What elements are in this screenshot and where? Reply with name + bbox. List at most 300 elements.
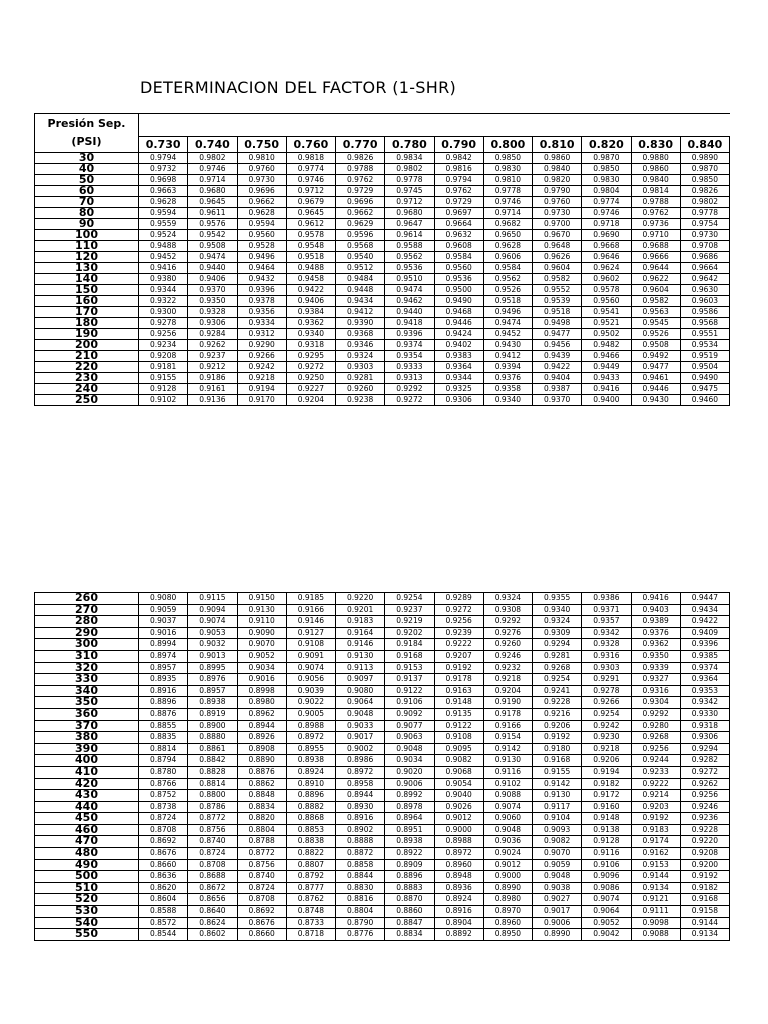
factor-value-cell: 0.9324: [483, 593, 532, 605]
factor-value-cell: 0.9383: [434, 351, 483, 362]
table-row: [35, 219, 730, 230]
factor-value-cell: 0.8876: [139, 708, 188, 720]
factor-value-cell: 0.9074: [582, 894, 631, 906]
factor-value-cell: 0.9334: [237, 318, 286, 329]
factor-value-cell: 0.8994: [139, 639, 188, 651]
factor-value-cell: 0.9670: [533, 230, 582, 241]
factor-value-cell: 0.9077: [385, 720, 434, 732]
factor-value-cell: 0.8868: [286, 813, 335, 825]
factor-value-cell: 0.9576: [188, 219, 237, 230]
pressure-cell: 250: [35, 395, 139, 406]
table-row: [35, 824, 730, 836]
factor-value-cell: 0.8834: [237, 801, 286, 813]
pressure-cell: 230: [35, 373, 139, 384]
factor-value-cell: 0.9890: [680, 153, 729, 164]
factor-value-cell: 0.9254: [385, 593, 434, 605]
factor-value-cell: 0.9306: [680, 732, 729, 744]
factor-value-cell: 0.9155: [533, 766, 582, 778]
factor-value-cell: 0.9788: [336, 164, 385, 175]
factor-value-cell: 0.9412: [336, 307, 385, 318]
factor-value-cell: 0.9272: [286, 362, 335, 373]
factor-value-cell: 0.9130: [336, 650, 385, 662]
factor-value-cell: 0.9168: [533, 755, 582, 767]
table-row: [35, 662, 730, 674]
factor-value-cell: 0.9164: [336, 627, 385, 639]
factor-value-cell: 0.8804: [336, 906, 385, 918]
factor-value-cell: 0.9316: [631, 685, 680, 697]
factor-value-cell: 0.9148: [434, 697, 483, 709]
factor-value-cell: 0.9048: [533, 871, 582, 883]
factor-value-cell: 0.9440: [188, 263, 237, 274]
factor-value-cell: 0.8708: [139, 824, 188, 836]
factor-value-cell: 0.9736: [631, 219, 680, 230]
factor-value-cell: 0.9430: [631, 395, 680, 406]
factor-value-cell: 0.9650: [483, 230, 532, 241]
factor-value-cell: 0.9830: [483, 164, 532, 175]
factor-value-cell: 0.9628: [139, 197, 188, 208]
factor-value-cell: 0.9477: [533, 329, 582, 340]
factor-value-cell: 0.9524: [139, 230, 188, 241]
factor-value-cell: 0.9202: [385, 627, 434, 639]
factor-value-cell: 0.9027: [533, 894, 582, 906]
factor-value-cell: 0.9746: [483, 197, 532, 208]
table-row: [35, 197, 730, 208]
factor-value-cell: 0.8904: [434, 917, 483, 929]
factor-value-cell: 0.9166: [483, 720, 532, 732]
factor-value-cell: 0.8883: [385, 882, 434, 894]
factor-value-cell: 0.9136: [188, 395, 237, 406]
table-row: [35, 685, 730, 697]
factor-value-cell: 0.9303: [336, 362, 385, 373]
factor-value-cell: 0.9074: [188, 616, 237, 628]
factor-value-cell: 0.9358: [483, 384, 532, 395]
factor-value-cell: 0.8788: [237, 836, 286, 848]
factor-value-cell: 0.9276: [483, 627, 532, 639]
table-row: [35, 708, 730, 720]
factor-value-cell: 0.9340: [483, 395, 532, 406]
factor-value-cell: 0.9424: [434, 329, 483, 340]
factor-value-cell: 0.9146: [336, 639, 385, 651]
factor-value-cell: 0.9464: [237, 263, 286, 274]
factor-value-cell: 0.9234: [139, 340, 188, 351]
factor-value-cell: 0.9082: [434, 755, 483, 767]
factor-value-cell: 0.9074: [286, 662, 335, 674]
factor-value-cell: 0.8792: [286, 871, 335, 883]
factor-value-cell: 0.9614: [385, 230, 434, 241]
factor-value-cell: 0.9539: [533, 296, 582, 307]
factor-value-cell: 0.9282: [680, 755, 729, 767]
factor-value-cell: 0.8756: [237, 859, 286, 871]
factor-value-cell: 0.9254: [582, 708, 631, 720]
factor-value-cell: 0.9612: [286, 219, 335, 230]
factor-value-cell: 0.9449: [582, 362, 631, 373]
factor-value-cell: 0.9268: [631, 732, 680, 744]
factor-value-cell: 0.9102: [483, 778, 532, 790]
factor-value-cell: 0.9355: [533, 593, 582, 605]
factor-value-cell: 0.9020: [385, 766, 434, 778]
factor-value-cell: 0.8828: [188, 766, 237, 778]
factor-value-cell: 0.9461: [631, 373, 680, 384]
factor-value-cell: 0.8604: [139, 894, 188, 906]
table-row: [35, 650, 730, 662]
factor-value-cell: 0.9596: [336, 230, 385, 241]
factor-value-cell: 0.8780: [139, 766, 188, 778]
factor-value-cell: 0.9432: [237, 274, 286, 285]
table-row: [35, 604, 730, 616]
factor-value-cell: 0.9508: [188, 241, 237, 252]
pressure-cell: 150: [35, 285, 139, 296]
factor-value-cell: 0.9645: [286, 208, 335, 219]
factor-value-cell: 0.9690: [582, 230, 631, 241]
factor-value-cell: 0.9233: [631, 766, 680, 778]
factor-value-cell: 0.9880: [631, 153, 680, 164]
factor-value-cell: 0.9153: [631, 859, 680, 871]
factor-value-cell: 0.9774: [286, 164, 335, 175]
factor-value-cell: 0.9182: [582, 778, 631, 790]
factor-value-cell: 0.9646: [582, 252, 631, 263]
factor-value-cell: 0.8676: [237, 917, 286, 929]
factor-value-cell: 0.9682: [483, 219, 532, 230]
factor-value-cell: 0.9416: [582, 384, 631, 395]
factor-value-cell: 0.9060: [483, 813, 532, 825]
table-row: [35, 230, 730, 241]
factor-value-cell: 0.9272: [385, 395, 434, 406]
factor-value-cell: 0.9526: [483, 285, 532, 296]
factor-value-cell: 0.9416: [631, 593, 680, 605]
factor-value-cell: 0.8855: [139, 720, 188, 732]
factor-value-cell: 0.8916: [139, 685, 188, 697]
factor-value-cell: 0.8935: [139, 674, 188, 686]
factor-value-cell: 0.8830: [336, 882, 385, 894]
factor-value-cell: 0.8786: [188, 801, 237, 813]
factor-value-cell: 0.8960: [434, 859, 483, 871]
factor-value-cell: 0.8777: [286, 882, 335, 894]
factor-value-cell: 0.8692: [139, 836, 188, 848]
factor-value-cell: 0.9098: [631, 917, 680, 929]
factor-value-cell: 0.8844: [336, 871, 385, 883]
factor-value-cell: 0.9810: [237, 153, 286, 164]
factor-value-cell: 0.9300: [139, 307, 188, 318]
table-row: [35, 593, 730, 605]
factor-value-cell: 0.9568: [336, 241, 385, 252]
factor-value-cell: 0.9462: [385, 296, 434, 307]
factor-value-cell: 0.9115: [188, 593, 237, 605]
factor-value-cell: 0.9664: [680, 263, 729, 274]
factor-value-cell: 0.9433: [582, 373, 631, 384]
factor-value-cell: 0.9422: [533, 362, 582, 373]
factor-value-cell: 0.9460: [680, 395, 729, 406]
factor-value-cell: 0.8861: [188, 743, 237, 755]
factor-value-cell: 0.9474: [483, 318, 532, 329]
pressure-cell: 390: [35, 743, 139, 755]
factor-value-cell: 0.9518: [533, 307, 582, 318]
factor-value-cell: 0.8988: [434, 836, 483, 848]
factor-value-cell: 0.9244: [631, 755, 680, 767]
factor-value-cell: 0.9040: [434, 790, 483, 802]
factor-value-cell: 0.9034: [385, 755, 434, 767]
factor-value-cell: 0.9161: [188, 384, 237, 395]
factor-value-cell: 0.8724: [188, 848, 237, 860]
pressure-cell: 90: [35, 219, 139, 230]
factor-value-cell: 0.8908: [237, 743, 286, 755]
factor-value-cell: 0.9840: [631, 175, 680, 186]
factor-value-cell: 0.9086: [582, 882, 631, 894]
factor-value-cell: 0.9712: [286, 186, 335, 197]
pressure-cell: 350: [35, 697, 139, 709]
factor-value-cell: 0.9184: [385, 639, 434, 651]
factor-value-cell: 0.8800: [188, 790, 237, 802]
factor-value-cell: 0.9816: [434, 164, 483, 175]
factor-value-cell: 0.9434: [336, 296, 385, 307]
factor-value-cell: 0.9284: [188, 329, 237, 340]
factor-value-cell: 0.9668: [582, 241, 631, 252]
factor-value-cell: 0.8900: [188, 720, 237, 732]
factor-value-cell: 0.9194: [237, 384, 286, 395]
factor-value-cell: 0.9446: [631, 384, 680, 395]
factor-value-cell: 0.9313: [385, 373, 434, 384]
factor-value-cell: 0.9594: [139, 208, 188, 219]
factor-value-cell: 0.8870: [385, 894, 434, 906]
factor-value-cell: 0.9056: [286, 674, 335, 686]
pressure-cell: 330: [35, 674, 139, 686]
pressure-cell: 160: [35, 296, 139, 307]
factor-value-cell: 0.8957: [188, 685, 237, 697]
factor-value-cell: 0.9718: [582, 219, 631, 230]
factor-value-cell: 0.9206: [533, 720, 582, 732]
pressure-cell: 280: [35, 616, 139, 628]
factor-value-cell: 0.9498: [533, 318, 582, 329]
pressure-cell: 70: [35, 197, 139, 208]
factor-value-cell: 0.9242: [582, 720, 631, 732]
factor-value-cell: 0.9452: [139, 252, 188, 263]
factor-value-cell: 0.9368: [336, 329, 385, 340]
factor-value-cell: 0.9262: [680, 778, 729, 790]
table-row: [35, 318, 730, 329]
factor-value-cell: 0.9108: [434, 732, 483, 744]
factor-value-cell: 0.8858: [336, 859, 385, 871]
factor-value-cell: 0.9034: [237, 662, 286, 674]
pressure-cell: 180: [35, 318, 139, 329]
factor-value-cell: 0.9458: [286, 274, 335, 285]
factor-value-cell: 0.8938: [286, 755, 335, 767]
factor-value-cell: 0.9406: [286, 296, 335, 307]
factor-value-cell: 0.9070: [237, 639, 286, 651]
pressure-cell: 380: [35, 732, 139, 744]
factor-value-cell: 0.9386: [582, 593, 631, 605]
factor-value-cell: 0.9183: [631, 824, 680, 836]
factor-value-cell: 0.9214: [631, 790, 680, 802]
factor-value-cell: 0.9316: [582, 650, 631, 662]
factor-value-cell: 0.9158: [680, 906, 729, 918]
factor-value-cell: 0.9254: [533, 674, 582, 686]
pressure-cell: 120: [35, 252, 139, 263]
factor-value-cell: 0.8880: [188, 732, 237, 744]
pressure-cell: 290: [35, 627, 139, 639]
factor-value-cell: 0.9626: [533, 252, 582, 263]
factor-value-cell: 0.8862: [237, 778, 286, 790]
factor-value-cell: 0.9306: [188, 318, 237, 329]
factor-value-cell: 0.9091: [286, 650, 335, 662]
factor-value-cell: 0.9163: [434, 685, 483, 697]
factor-value-cell: 0.8834: [385, 929, 434, 941]
factor-value-cell: 0.9528: [237, 241, 286, 252]
factor-value-cell: 0.9645: [188, 197, 237, 208]
factor-value-cell: 0.9714: [188, 175, 237, 186]
pressure-cell: 60: [35, 186, 139, 197]
factor-value-cell: 0.9246: [680, 801, 729, 813]
table-row: [35, 274, 730, 285]
factor-value-cell: 0.9468: [434, 307, 483, 318]
factor-value-cell: 0.9250: [286, 373, 335, 384]
factor-value-cell: 0.9012: [434, 813, 483, 825]
factor-value-cell: 0.8955: [286, 743, 335, 755]
factor-value-cell: 0.9488: [286, 263, 335, 274]
factor-value-cell: 0.9220: [336, 593, 385, 605]
factor-value-cell: 0.9266: [237, 351, 286, 362]
factor-value-cell: 0.8756: [188, 824, 237, 836]
factor-value-cell: 0.9324: [336, 351, 385, 362]
factor-value-cell: 0.9412: [483, 351, 532, 362]
factor-value-cell: 0.9608: [434, 241, 483, 252]
factor-value-cell: 0.8733: [286, 917, 335, 929]
factor-value-cell: 0.9146: [286, 616, 335, 628]
factor-value-cell: 0.9016: [139, 627, 188, 639]
factor-value-cell: 0.9519: [680, 351, 729, 362]
factor-value-cell: 0.9606: [483, 252, 532, 263]
factor-value-cell: 0.8624: [188, 917, 237, 929]
factor-value-cell: 0.9036: [483, 836, 532, 848]
factor-value-cell: 0.9048: [385, 743, 434, 755]
factor-value-cell: 0.8972: [286, 732, 335, 744]
factor-value-cell: 0.9422: [286, 285, 335, 296]
factor-value-cell: 0.8838: [286, 836, 335, 848]
factor-value-cell: 0.9788: [631, 197, 680, 208]
table-row: [35, 153, 730, 164]
factor-value-cell: 0.8902: [336, 824, 385, 836]
factor-value-cell: 0.9540: [336, 252, 385, 263]
pressure-cell: 370: [35, 720, 139, 732]
factor-value-cell: 0.9563: [631, 307, 680, 318]
factor-value-cell: 0.8820: [237, 813, 286, 825]
factor-value-cell: 0.8660: [237, 929, 286, 941]
factor-value-cell: 0.9208: [139, 351, 188, 362]
factor-value-cell: 0.8860: [385, 906, 434, 918]
factor-value-cell: 0.9090: [237, 627, 286, 639]
factor-value-cell: 0.9033: [336, 720, 385, 732]
factor-value-cell: 0.8974: [139, 650, 188, 662]
factor-value-cell: 0.9774: [582, 197, 631, 208]
factor-value-cell: 0.9121: [631, 894, 680, 906]
factor-value-cell: 0.9588: [385, 241, 434, 252]
factor-value-cell: 0.9228: [533, 697, 582, 709]
pressure-cell: 40: [35, 164, 139, 175]
factor-value-cell: 0.9080: [336, 685, 385, 697]
factor-value-cell: 0.9632: [434, 230, 483, 241]
factor-value-cell: 0.9308: [483, 604, 532, 616]
factor-value-cell: 0.9059: [533, 859, 582, 871]
factor-value-cell: 0.9446: [434, 318, 483, 329]
factor-value-cell: 0.9166: [286, 604, 335, 616]
pressure-cell: 240: [35, 384, 139, 395]
factor-value-cell: 0.9289: [434, 593, 483, 605]
factor-value-cell: 0.8922: [385, 848, 434, 860]
factor-value-cell: 0.8708: [237, 894, 286, 906]
factor-value-cell: 0.9439: [533, 351, 582, 362]
factor-value-cell: 0.8718: [286, 929, 335, 941]
factor-value-cell: 0.9686: [680, 252, 729, 263]
factor-value-cell: 0.9602: [582, 274, 631, 285]
factor-value-cell: 0.9584: [483, 263, 532, 274]
factor-value-cell: 0.9560: [237, 230, 286, 241]
table-row: [35, 241, 730, 252]
factor-value-cell: 0.9088: [631, 929, 680, 941]
factor-value-cell: 0.9000: [434, 824, 483, 836]
factor-value-cell: 0.9552: [533, 285, 582, 296]
factor-value-cell: 0.9127: [286, 627, 335, 639]
factor-value-cell: 0.9860: [533, 153, 582, 164]
factor-value-cell: 0.8544: [139, 929, 188, 941]
factor-value-cell: 0.9630: [680, 285, 729, 296]
factor-value-cell: 0.9013: [188, 650, 237, 662]
factor-value-cell: 0.9403: [631, 604, 680, 616]
factor-value-cell: 0.9232: [483, 662, 532, 674]
pressure-cell: 100: [35, 230, 139, 241]
factor-value-cell: 0.9201: [336, 604, 385, 616]
factor-value-cell: 0.9106: [582, 859, 631, 871]
factor-value-cell: 0.8882: [286, 801, 335, 813]
factor-value-cell: 0.9291: [582, 674, 631, 686]
factor-value-cell: 0.9330: [680, 708, 729, 720]
factor-value-cell: 0.9200: [680, 859, 729, 871]
factor-value-cell: 0.9860: [631, 164, 680, 175]
factor-value-cell: 0.9754: [680, 219, 729, 230]
table-row: [35, 208, 730, 219]
pressure-cell: 170: [35, 307, 139, 318]
factor-value-cell: 0.9241: [533, 685, 582, 697]
factor-value-cell: 0.9220: [680, 836, 729, 848]
pressure-column-header: [35, 114, 139, 153]
factor-value-cell: 0.8772: [188, 813, 237, 825]
factor-value-cell: 0.8896: [139, 697, 188, 709]
factor-value-cell: 0.8986: [336, 755, 385, 767]
pressure-cell: 320: [35, 662, 139, 674]
factor-value-cell: 0.9474: [385, 285, 434, 296]
factor-value-cell: 0.9192: [631, 813, 680, 825]
factor-value-cell: 0.9272: [434, 604, 483, 616]
table-row: [35, 285, 730, 296]
factor-value-cell: 0.9409: [680, 627, 729, 639]
factor-value-cell: 0.9604: [533, 263, 582, 274]
factor-header-row: [35, 137, 730, 153]
factor-value-cell: 0.9568: [680, 318, 729, 329]
factor-value-cell: 0.9097: [336, 674, 385, 686]
factor-value-cell: 0.8990: [533, 929, 582, 941]
factor-value-cell: 0.9708: [680, 241, 729, 252]
factor-value-cell: 0.9818: [286, 153, 335, 164]
factor-header-cell: 0.760: [286, 137, 335, 153]
factor-value-cell: 0.9168: [680, 894, 729, 906]
factor-value-cell: 0.9664: [434, 219, 483, 230]
factor-value-cell: 0.8748: [286, 906, 335, 918]
factor-value-cell: 0.9012: [483, 859, 532, 871]
factor-value-cell: 0.9128: [582, 836, 631, 848]
factor-value-cell: 0.9518: [483, 296, 532, 307]
factor-value-cell: 0.8910: [286, 778, 335, 790]
pressure-cell: 400: [35, 755, 139, 767]
factor-value-cell: 0.9357: [582, 616, 631, 628]
factor-value-cell: 0.9508: [631, 340, 680, 351]
factor-value-cell: 0.8978: [385, 801, 434, 813]
